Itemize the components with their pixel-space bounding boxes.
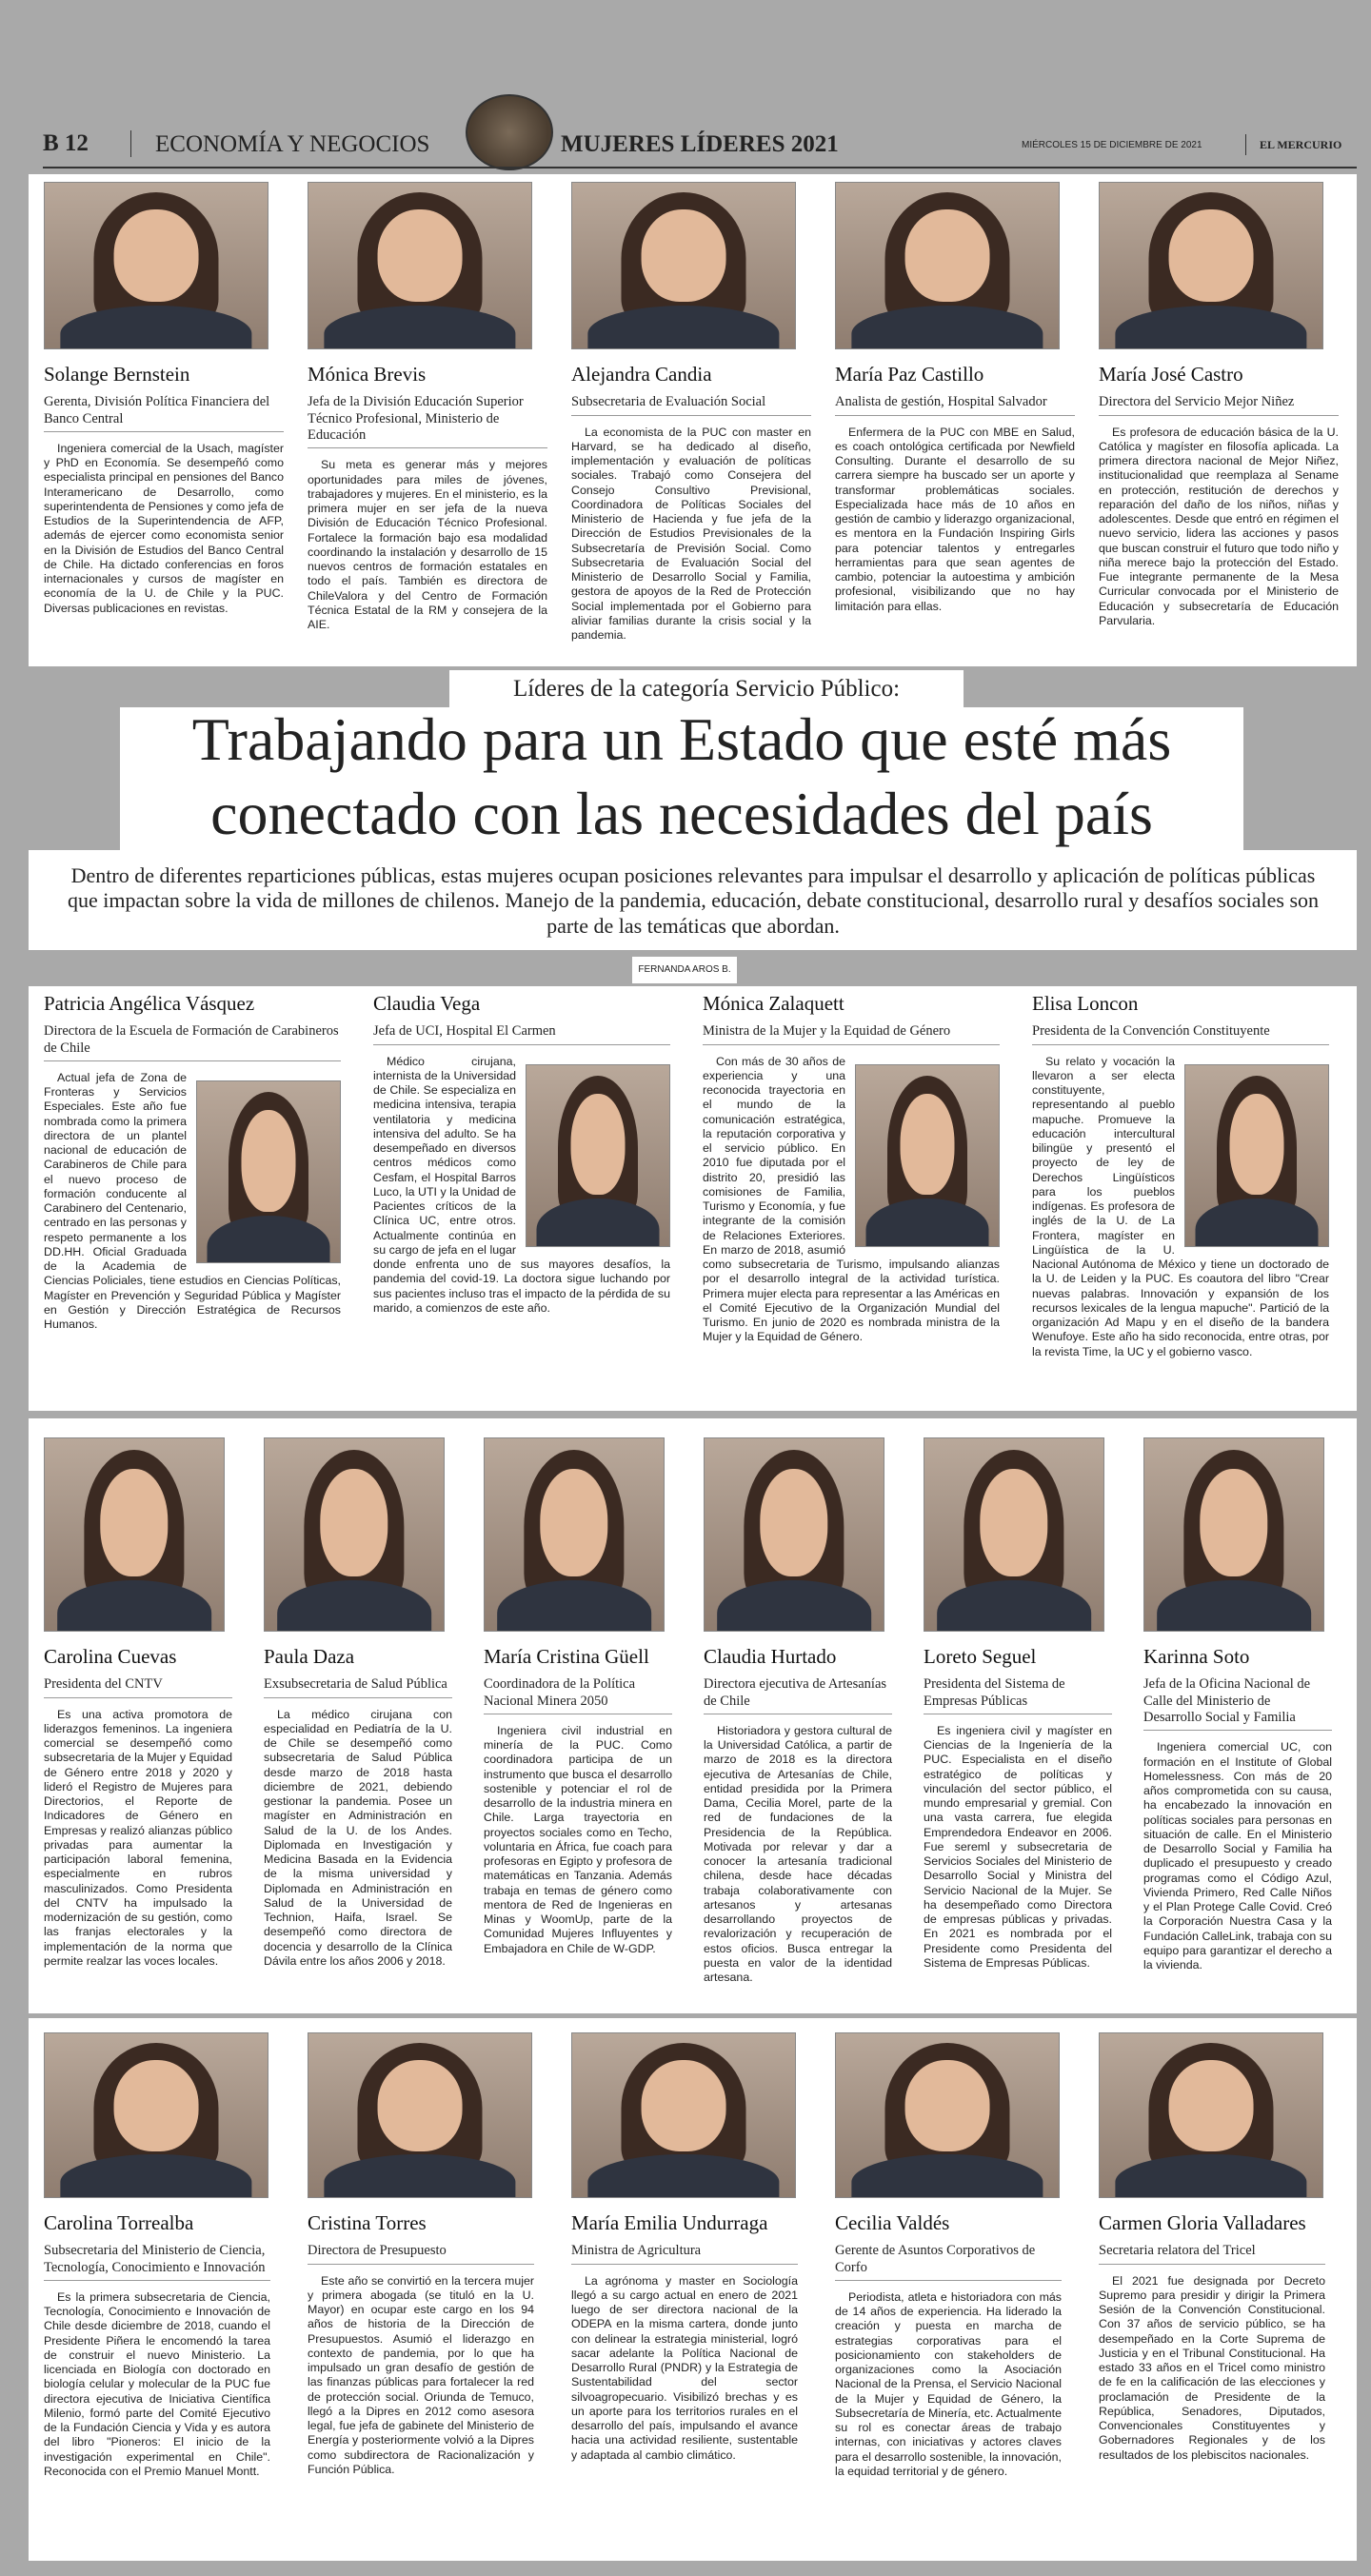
profile-role: Presidenta de la Convención Constituyente	[1032, 1023, 1329, 1044]
header-divider-2	[1245, 134, 1246, 155]
byline: FERNANDA AROS B.	[638, 964, 731, 975]
profile-role: Jefa de UCI, Hospital El Carmen	[373, 1023, 670, 1044]
profile-top-0	[44, 182, 284, 616]
profile-top-4	[1099, 182, 1339, 628]
profile-bio: La médico cirujana con especialidad en Pediatría de la U. de Chile se desempeñó como subsecretaria de Salud Pública desde marzo de 2018 hasta diciembre de 2021, debiendo gestionar la pandemia. Posee un magíster en Administración en Salud de la U. de los Andes. Diplomada en Investigación y Medicina Basada en la Evidencia de la misma universidad y Diplomada en Administración en Salud de la Universidad de Technion, Haifa, Israel. Se desempeñó como directora de docencia y desarrollo de la Clínica Dávila entre los años 2006 y 2018.	[264, 1707, 452, 1968]
profile-bio: Este año se convirtió en la tercera mujer y primera abogada (se tituló en la U. Mayor) en ocupar este cargo en los 94 años de historia de la Dirección de Presupuestos. Asumió el liderazgo en contexto de pandemia, por lo que ha impulsado un gran desafío de gestión de las finanzas públicas para fortalecer la red de protección social. Oriunda de Temuco, llegó a la Dipres en 2012 como asesora legal, fue jefa de gabinete del Ministerio de Energía y posteriormente volvió a la Dipres como subdirectora de Racionalización y Función Pública.	[308, 2273, 534, 2476]
profile-mid-2	[703, 992, 1000, 1345]
section-title: ECONOMÍA Y NEGOCIOS	[155, 131, 430, 157]
feature-title-line-2: conectado con las necesidades del país	[210, 780, 1153, 847]
profile-role: Gerenta, División Política Financiera del Banco Central	[44, 394, 284, 432]
profile-bio: Con más de 30 años de experiencia y una reconocida trayectoria en el mundo de la comunicación estratégica, la reputación corporativa y el servicio público. En 2010 fue diputada por el distrito 20, presidió las comisiones de Familia, Turismo y Economía, y fue integrante de la comisión de Relaciones Exteriores. En marzo de 2018, asumió como subsecretaria de Turismo, impulsando alianzas por el desarrollo integral de la actividad turística. Primera mujer electa para representar a las Américas en el Comité Ejecutivo de la Organización Mundial del Turismo. En junio de 2020 es nombrada ministra de la Mujer y la Equidad de Género.	[703, 1054, 1000, 1344]
profile-bio: Es profesora de educación básica de la U. Católica y magíster en filosofía aplicada. La primera directora nacional de Mejor Niñez, institucionalidad que reemplaza al Sename en protección, restitución de derechos y reparación del daño de los niños, niñas y adolescentes. Desde que entró en régimen el nuevo servicio, lidera las acciones y pasos que buscan construir el futuro que todo niño y niña merece bajo la protección del Estado. Fue integrante permanente de la Mesa Curricular convocada por el Ministerio de Educación y subsecretaría de Educación Parvularia.	[1099, 425, 1339, 627]
profile-name: Carolina Torrealba	[44, 2211, 194, 2234]
profile-top-1	[308, 182, 547, 632]
profile-role: Analista de gestión, Hospital Salvador	[835, 394, 1075, 415]
profile-row3-3	[704, 1437, 892, 1985]
profile-role: Jefa de la Oficina Nacional de Calle del Ministerio de Desarrollo Social y Familia	[1143, 1676, 1332, 1731]
profile-bio: Enfermera de la PUC con MBE en Salud, es coach ontológica certificada por Newfield Consulting. Durante el desarrollo de su carrera siempre ha buscado ser un aporte y transformar problemáticas sociales. Especializada hace más de 10 años en gestión de cambio y liderazgo organizacional, es mentora en la Fundación Inspiring Girls para potenciar talentos y entregarles herramientas para que sean agentes de cambio, potenciar la autoestima y ambición profesional, visibilizando que no hay limitación para ellas.	[835, 425, 1075, 613]
profile-name: María Cristina Güell	[484, 1645, 649, 1668]
profile-name: María Paz Castillo	[835, 363, 984, 386]
supplement-title: MUJERES LÍDERES 2021	[561, 131, 839, 157]
profile-mid-0	[44, 992, 341, 1332]
profile-bio: Es ingeniera civil y magíster en Ciencias de la Ingeniería de la PUC. Especialista en el diseño estratégico de políticas y vinculación del sector público, el mundo empresarial y gremial. Con una vasta carrera, fue elegida Emprendedora Endeavor en 2006. Fue sereml y subsecretaria de Servicios Sociales del Ministerio de Desarrollo Social y Ministra del Servicio Nacional de la Mujer. Se ha desempeñado como Directora de empresas públicas y privadas. En 2021 es nombrada por el Presidente como Presidenta del Sistema de Empresas Públicas.	[924, 1723, 1112, 1970]
profile-role: Presidenta del Sistema de Empresas Públicas	[924, 1676, 1112, 1714]
profile-row4-2	[571, 2032, 798, 2463]
profile-name: Solange Bernstein	[44, 363, 190, 386]
profile-mid-1	[373, 992, 670, 1316]
profile-bio: Ingeniera civil industrial en minería de la PUC. Como coordinadora participa de un instrumento que busca el desarrollo sostenible y potenciar el rol de desarrollo de la industria minera en Chile. Larga trayectoria en proyectos sociales como en Techo, voluntaria en África, fue coach para profesoras en Egipto y profesora de matemáticas en Tanzania. Además trabaja en temas de género como mentora de Red de Ingenieras en Minas y WoomUp, parte de la Comunidad Mujeres Influyentes y Embajadora en Chile de W-GDP.	[484, 1723, 672, 1955]
profile-role: Presidenta del CNTV	[44, 1676, 232, 1697]
profile-name: María José Castro	[1099, 363, 1243, 386]
profile-name: Mónica Brevis	[308, 363, 427, 386]
profile-role: Ministra de Agricultura	[571, 2243, 798, 2264]
profile-bio: La agrónoma y master en Sociología llegó a su cargo actual en enero de 2021 luego de ser directora nacional de la ODEPA en la misma cartera, donde junto con delinear la estrategia ministerial, logró sacar adelante la Política Nacional de Desarrollo Rural (PNDR) y la Estrategia de Sustentabilidad del sector silvoagropecuario. Visibilizó brechas y es un aporte para los territorios rurales en el desarrollo del país, impulsando el avance hacia una actividad resiliente, sustentable y adaptada al cambio climático.	[571, 2273, 798, 2462]
profile-bio: Su meta es generar más y mejores oportunidades para miles de jóvenes, trabajadores y mujeres. En el ministerio, es la primera mujer en ser jefa de la nueva División de Educación Técnico Profesional. Fortalece la formación bajo esa modalidad coordinando la instalación y desarrollo de 15 nuevos centros de formación estatales en todo el país. También es directora de ChileValora y del Centro de Formación Técnica Estatal de la RM y consejera de la AIE.	[308, 458, 547, 632]
profile-top-3	[835, 182, 1075, 614]
profile-row3-5	[1143, 1437, 1332, 1972]
page-number: B 12	[43, 130, 89, 156]
profile-name: Mónica Zalaquett	[703, 992, 844, 1015]
seal-logo	[466, 94, 553, 170]
portrait-photo	[571, 2032, 796, 2198]
profile-role: Subsecretaria del Ministerio de Ciencia, Tecnología, Conocimiento e Innovación	[44, 2243, 270, 2281]
profile-role: Ministra de la Mujer y la Equidad de Género	[703, 1023, 1000, 1044]
portrait-photo	[526, 1064, 670, 1247]
portrait-photo	[571, 182, 796, 349]
profile-name: Paula Daza	[264, 1645, 355, 1668]
feature-kicker: Líderes de la categoría Servicio Público:	[512, 676, 901, 702]
profile-bio: Médico cirujana, internista de la Universidad de Chile. Se especializa en medicina intensiva, terapia ventilatoria y medicina intensiva del adulto. Se ha desempeñado en diversos centros médicos como Cesfam, el Hospital Barros Luco, la UTI y la Unidad de Pacientes críticos de la Clínica UC, entre otros. Actualmente continúa en su cargo de jefa en el lugar donde enfrenta uno de sus mayores desafíos, la pandemia del covid-19. La doctora sigue luchando por sus pacientes incluso tras el impacto de la pérdida de su marido, a comienzos de este año.	[373, 1054, 670, 1315]
profile-role: Directora de la Escuela de Formación de Carabineros de Chile	[44, 1023, 341, 1061]
profile-name: Karinna Soto	[1143, 1645, 1250, 1668]
profile-role: Directora del Servicio Mejor Niñez	[1099, 394, 1339, 415]
portrait-photo	[1099, 2032, 1323, 2198]
issue-date: MIÉRCOLES 15 DE DICIEMBRE DE 2021	[1022, 140, 1202, 150]
profile-name: Patricia Angélica Vásquez	[44, 992, 255, 1015]
profile-role: Secretaria relatora del Tricel	[1099, 2243, 1325, 2264]
profile-name: Claudia Hurtado	[704, 1645, 837, 1668]
portrait-photo	[44, 182, 268, 349]
portrait-photo	[1184, 1064, 1329, 1247]
profile-bio: Periodista, atleta e historiadora con más de 14 años de experiencia. Ha liderado la creación y puesta en marcha de estrategias corporativas para el posicionamiento con stakeholders de organizaciones como la Asociación Nacional de la Prensa, el Servicio Nacional de la Mujer y Equidad de Género, la Subsecretaría de Minería, etc. Actualmente su rol es conectar áreas de trabajo internas, con iniciativas y actores claves para el desarrollo sostenible, la innovación, la equidad territorial y de género.	[835, 2289, 1062, 2478]
profile-bio: Actual jefa de Zona de Fronteras y Servicios Especiales. Este año fue nombrada como la primera directora de un plantel nacional de educación de Carabineros de Chile para el nuevo proceso de formación conducente al Carabinero del Centenario, centrado en las personas y respeto permanente a los DD.HH. Oficial Graduada de la Academia de Ciencias Policiales, tiene estudios en Ciencias Políticas, Magíster en Prevención y Seguridad Pública y Magíster en Gestión y Dirección Estratégica de Recursos Humanos.	[44, 1070, 341, 1332]
portrait-photo	[264, 1437, 445, 1632]
profile-name: María Emilia Undurraga	[571, 2211, 768, 2234]
header-divider	[130, 130, 131, 157]
profile-row4-3	[835, 2032, 1062, 2479]
profile-bio: Es la primera subsecretaria de Ciencia, Tecnología, Conocimiento e Innovación de Chile desde diciembre de 2018, cuando el Presidente Piñera le encomendó la tarea de construir el nuevo Ministerio. La licenciada en Biología con doctorado en biología celular y molecular de la PUC fue directora ejecutiva de Iniciativa Científica Milenio, formó parte del Comité Ejecutivo de la Fundación Ciencia y Vida y es autora del libro "Pioneros: El inicio de la investigación experimental en Chile". Reconocida con el Premio Manuel Montt.	[44, 2289, 270, 2478]
portrait-photo	[196, 1080, 341, 1263]
profile-name: Elisa Loncon	[1032, 992, 1139, 1015]
profile-row3-1	[264, 1437, 452, 1969]
profile-mid-3	[1032, 992, 1329, 1359]
profile-row3-0	[44, 1437, 232, 1969]
profile-bio: Historiadora y gestora cultural de la Universidad Católica, a partir de marzo de 2018 es la directora ejecutiva de Artesanías de Chile, entidad presidida por la Primera Dama, Cecilia Morel, parte de la red de fundaciones de la Presidencia de la República. Motivada por relevar y dar a conocer la artesanía tradicional chilena, desde hace décadas trabaja colaborativamente con artesanos y artesanas desarrollando proyectos de revalorización y recuperación de estos oficios. Busca entregar la puesta en valor de la identidad artesana.	[704, 1723, 892, 1985]
profile-name: Carolina Cuevas	[44, 1645, 177, 1668]
profile-name: Loreto Seguel	[924, 1645, 1037, 1668]
profile-bio: Es una activa promotora de liderazgos femeninos. La ingeniera comercial se desempeñó como subsecretaria de la Mujer y Equidad de Género entre 2018 y 2020 y lideró el Registro de Mujeres para Directorios, el Reporte de Indicadores de Género en Empresas y realizó alianzas público privadas para aumentar la participación laboral femenina, especialmente en rubros masculinizados. Como Presidenta del CNTV ha impulsado la modernización de su gestión, como las franjas electorales y la implementación de la norma que permite realzar las voces locales.	[44, 1707, 232, 1968]
portrait-photo	[835, 2032, 1060, 2198]
portrait-photo	[1099, 182, 1323, 349]
profile-role: Gerente de Asuntos Corporativos de Corfo	[835, 2243, 1062, 2281]
profile-role: Coordinadora de la Política Nacional Minera 2050	[484, 1676, 672, 1714]
profile-role: Subsecretaria de Evaluación Social	[571, 394, 811, 415]
profile-role: Jefa de la División Educación Superior Técnico Profesional, Ministerio de Educación	[308, 394, 547, 448]
feature-title-line-1: Trabajando para un Estado que esté más	[191, 705, 1172, 773]
portrait-photo	[484, 1437, 665, 1632]
profile-name: Cecilia Valdés	[835, 2211, 950, 2234]
profile-row4-0	[44, 2032, 270, 2479]
portrait-photo	[855, 1064, 1000, 1247]
profile-bio: Ingeniera comercial UC, con formación en el Institute of Global Homelessness. Con más de 20 años comprometida con su causa, ha encabezado la innovación en políticas sociales para personas en situación de calle. En el Ministerio de Desarrollo Social y Familia ha duplicado el presupuesto y creado programas como el Código Azul, Vivienda Primero, Red Calle Niños y el Plan Protege Calle Covid. Creó la Corporación Nuestra Casa y la Fundación CalleLink, trabaja con su equipo para garantizar el derecho a la vivienda.	[1143, 1740, 1332, 1972]
profile-name: Cristina Torres	[308, 2211, 427, 2234]
profile-bio: El 2021 fue designada por Decreto Supremo para presidir y dirigir la Primera Sesión de la Convención Constitucional. Con 37 años de servicio público, se ha desempeñado en la Corte Suprema de Justicia y en el Tribunal Constitucional. Ha estado 33 años en el Tricel como ministro de fe en la calificación de las elecciones y proclamación de Presidente de la República, Senadores, Diputados, Convencionales Constituyentes y Gobernadores Regionales y de los resultados de los plebiscitos nacionales.	[1099, 2273, 1325, 2462]
header-rule	[43, 167, 1357, 168]
newspaper-name: EL MERCURIO	[1260, 138, 1342, 151]
profile-bio: Su relato y vocación la llevaron a ser electa constituyente, representando al pueblo mapuche. Promueve la educación intercultural bilingüe y presentó el proyecto de ley de Derechos Lingüísticos para los pueblos indígenas. Es profesora de inglés de la U. de La Frontera, magíster en Lingüística de la U. Nacional Autónoma de México y tiene un doctorado de la U. de Leiden y la PUC. Es coautora del libro "Crear nuevas palabras. Innovación y expansión de los recursos lexicales de la lengua mapuche". Partició de la organización Ad Mapu y en el diseño de la bandera Wenufoye. Este año ha sido reconocida, entre otras, por la revista Time, la UC y el gobierno vasco.	[1032, 1054, 1329, 1358]
profile-name: Alejandra Candia	[571, 363, 712, 386]
profile-role: Directora ejecutiva de Artesanías de Chile	[704, 1676, 892, 1714]
page-header	[43, 119, 1357, 176]
portrait-photo	[1143, 1437, 1324, 1632]
profile-bio: La economista de la PUC con master en Harvard, se ha dedicado al diseño, implementación y evaluación de políticas sociales. Trabajó como Consejera del Consejo Consultivo Previsional, Coordinadora de Políticas Sociales del Ministerio de Hacienda y fue jefa de la Dirección de Estudios Previsionales de la Subsecretaría de Previsión Social. Como Subsecretaria de Evaluación Social del Ministerio de Desarrollo Social y Familia, gestora de apoyos de la Red de Protección Social implementada por el Gobierno para aliviar familias durante la crisis social y la pandemia.	[571, 425, 811, 643]
profile-role: Directora de Presupuesto	[308, 2243, 534, 2264]
portrait-photo	[704, 1437, 884, 1632]
feature-lead: Dentro de diferentes reparticiones públicas, estas mujeres ocupan posiciones relevantes para impulsar el desarrollo y aplicación de políticas públicas que impactan sobre la vida de millones de chilenos. Manejo de la pandemia, educación, debate constitucional, desarrollo rural y desafíos sociales son parte de las temáticas que abordan.	[67, 863, 1320, 938]
profile-bio: Ingeniera comercial de la Usach, magíster y PhD en Economía. Se desempeñó como especialista principal en pensiones del Banco Interamericano de Desarrollo, como superintendenta de Pensiones y como jefa de Estudios de la Superintendencia de AFP, además de ejercer como economista senior en la División de Estudios del Banco Central de Chile. Ha dictado conferencias en foros internacionales y cursos de magíster en economía de la U. de Chile y la PUC. Diversas publicaciones en revistas.	[44, 441, 284, 615]
profile-top-2	[571, 182, 811, 643]
profile-name: Carmen Gloria Valladares	[1099, 2211, 1306, 2234]
profile-name: Claudia Vega	[373, 992, 481, 1015]
portrait-photo	[44, 1437, 225, 1632]
portrait-photo	[835, 182, 1060, 349]
portrait-photo	[308, 182, 532, 349]
profile-row3-4	[924, 1437, 1112, 1971]
portrait-photo	[924, 1437, 1104, 1632]
profile-role: Exsubsecretaria de Salud Pública	[264, 1676, 452, 1697]
portrait-photo	[44, 2032, 268, 2198]
profile-row4-4	[1099, 2032, 1325, 2463]
profile-row3-2	[484, 1437, 672, 1956]
profile-row4-1	[308, 2032, 534, 2477]
portrait-photo	[308, 2032, 532, 2198]
